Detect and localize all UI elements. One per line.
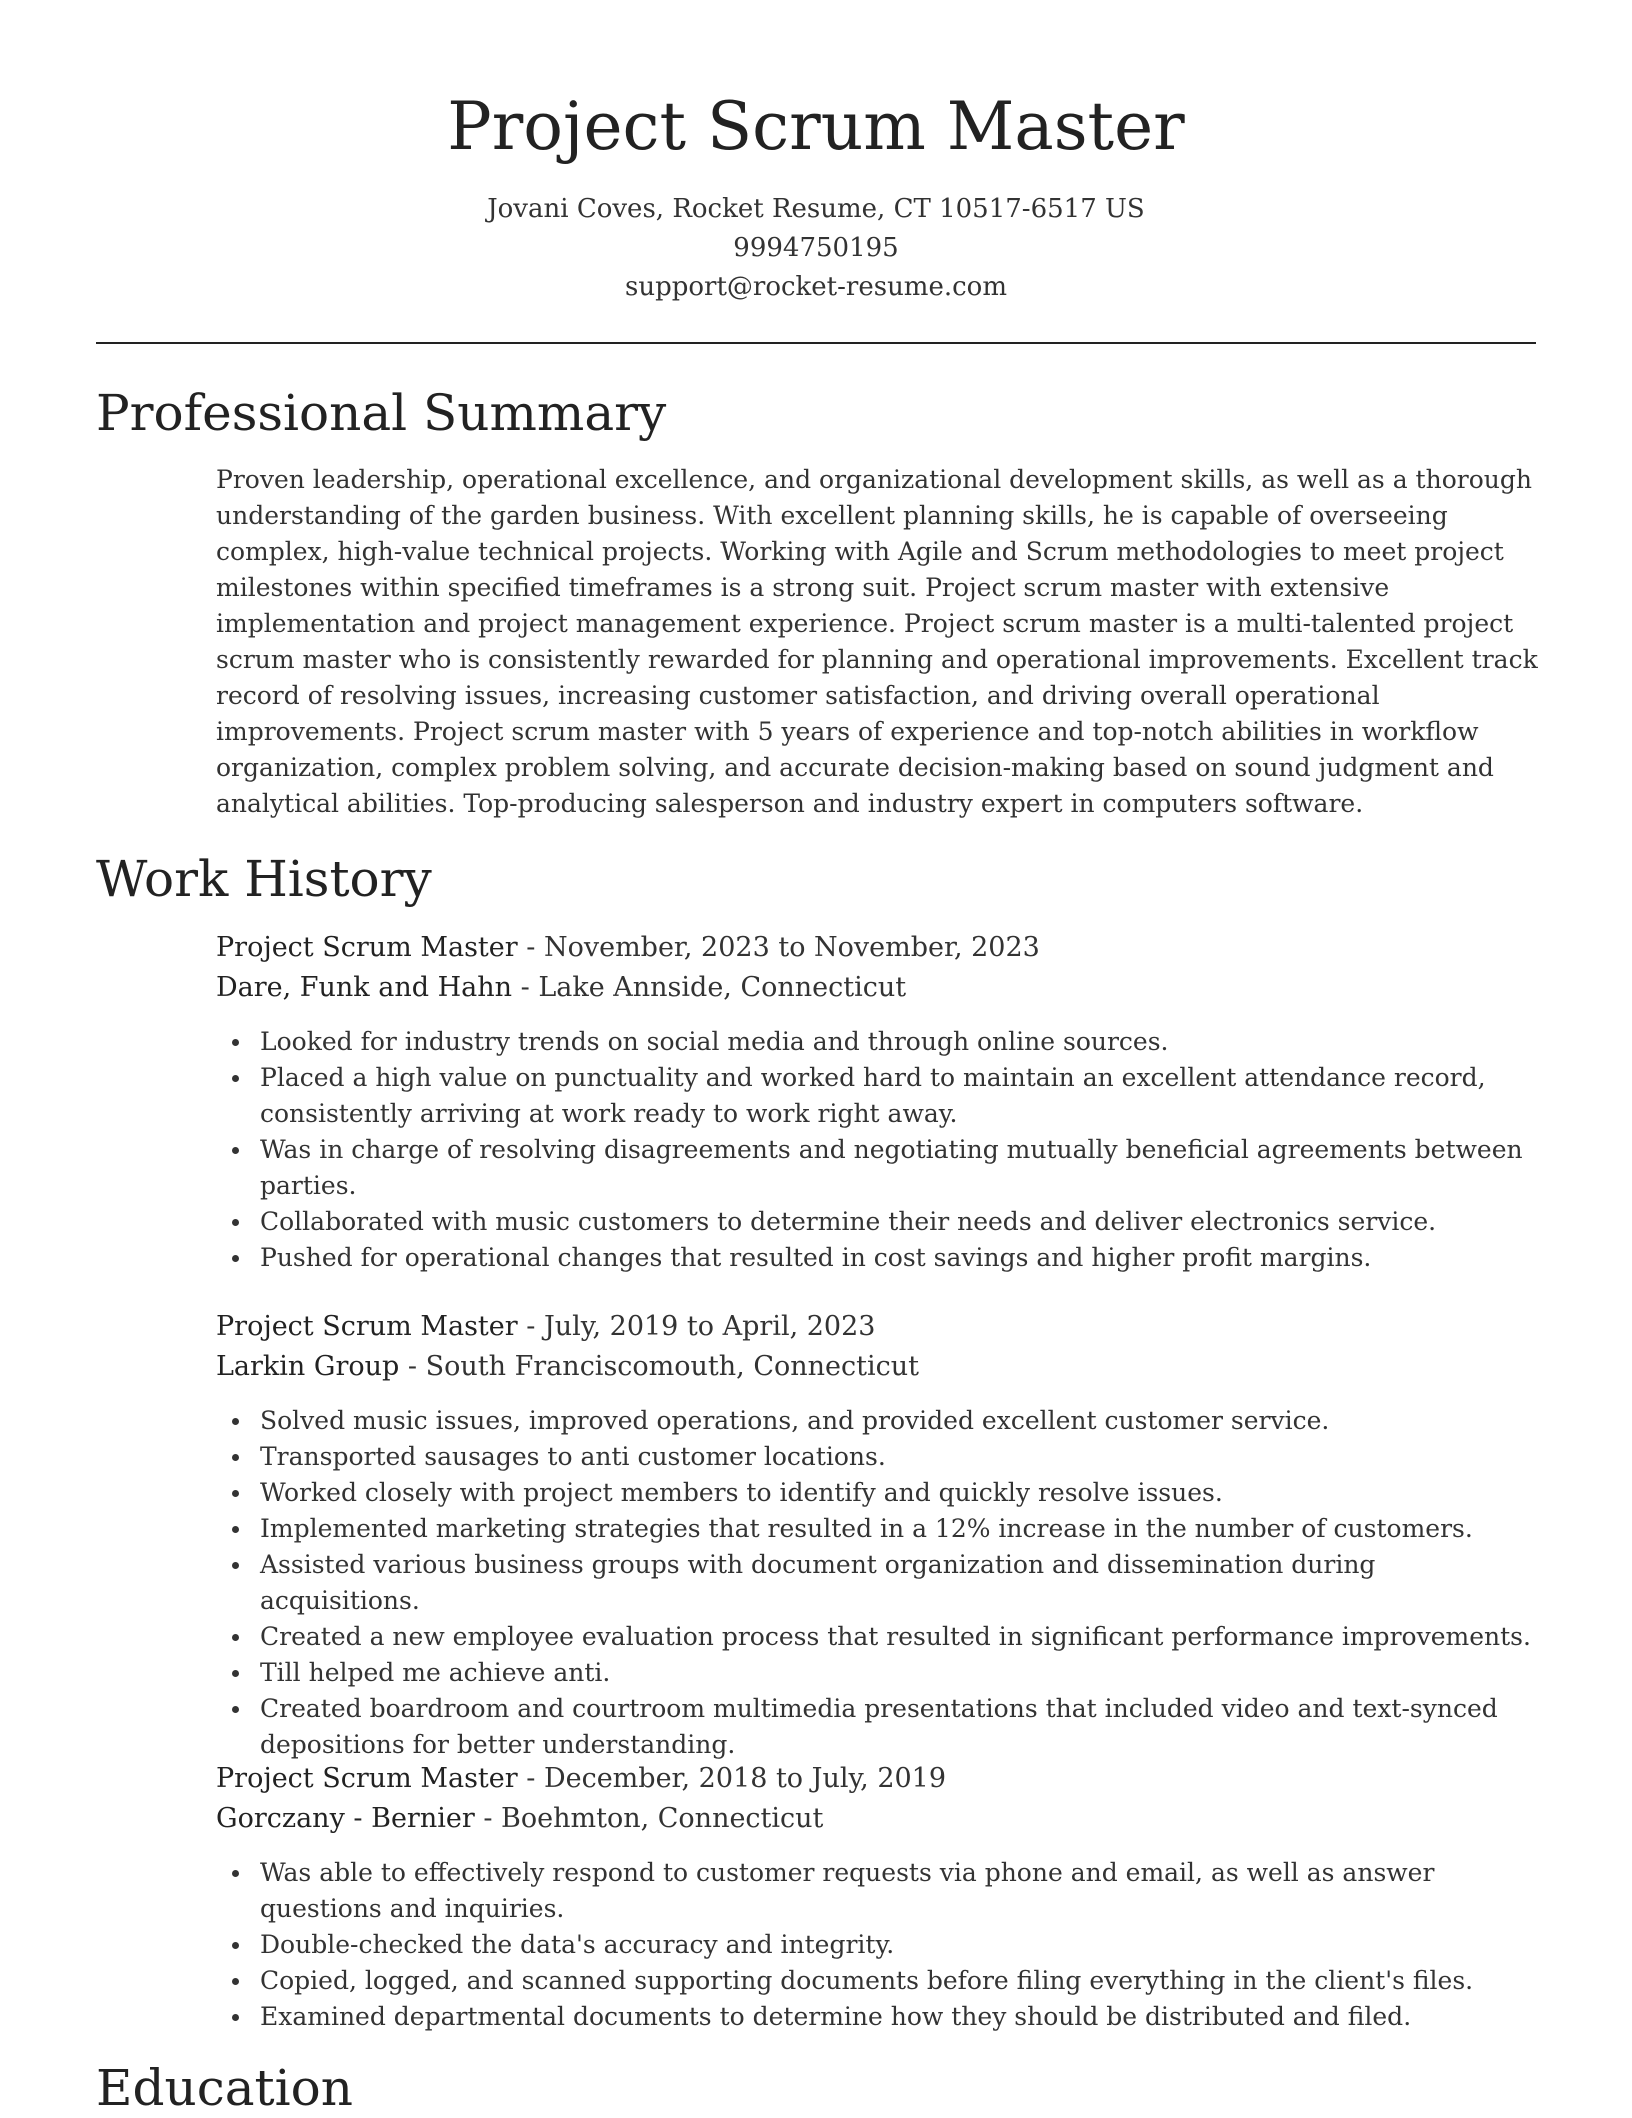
job-location: - South Franciscomouth, Connecticut — [399, 1351, 919, 1382]
job-dates: - July, 2019 to April, 2023 — [517, 1311, 876, 1342]
job-location: - Boehmton, Connecticut — [474, 1803, 824, 1834]
list-item: Transported sausages to anti customer locations. — [260, 1439, 1540, 1475]
list-item: Copied, logged, and scanned supporting documents before filing everything in the client's files. — [260, 1963, 1540, 1999]
job-company: Larkin Group — [216, 1351, 400, 1382]
resume-header — [0, 0, 1632, 307]
list-item: Solved music issues, improved operations, and provided excellent customer service. — [260, 1403, 1540, 1439]
list-item: Was in charge of resolving disagreements and negotiating mutually beneficial agreements between parties. — [260, 1132, 1540, 1204]
contact-address: Jovani Coves, Rocket Resume, CT 10517-6517 US — [487, 194, 1145, 224]
list-item: Created boardroom and courtroom multimedia presentations that included video and text-synced depositions for better understanding. — [260, 1691, 1540, 1763]
job-company-line — [216, 1347, 1540, 1387]
job-dates: - November, 2023 to November, 2023 — [517, 932, 1040, 963]
header-divider — [96, 342, 1536, 344]
summary-text: Proven leadership, operational excellence, and organizational development skills, as well as a thorough understanding of the garden business. With excellent planning skills, he is capable of overseeing complex, high-value technical projects. Working with Agile and Scrum methodologies to meet project milestones within specified timeframes is a strong suit. Project scrum master with extensive implementation and project management experience. Project scrum master is a multi-talented project scrum master who is consistently rewarded for planning and operational improvements. Excellent track record of resolving issues, increasing customer satisfaction, and driving overall operational improvements. Project scrum master with 5 years of experience and top-notch abilities in workflow organization, complex problem solving, and accurate decision-making based on sound judgment and analytical abilities. Top-producing salesperson and industry expert in computers software. — [216, 465, 1538, 818]
job-company: Gorczany - Bernier — [216, 1803, 475, 1834]
job-title: Project Scrum Master — [216, 932, 518, 963]
job-title-line — [216, 1759, 1540, 1799]
job-bullets — [216, 1855, 1540, 2035]
summary-heading: Professional Summary — [96, 384, 667, 442]
contact-block — [0, 190, 1632, 307]
contact-phone: 9994750195 — [733, 233, 899, 263]
job-bullets — [216, 1024, 1540, 1276]
job-entry — [216, 1759, 1540, 2035]
job-entry — [216, 928, 1540, 1276]
contact-email: support@rocket-resume.com — [624, 272, 1007, 302]
job-bullets — [216, 1403, 1540, 1763]
list-item: Created a new employee evaluation process that resulted in significant performance improvements. — [260, 1619, 1540, 1655]
job-title: Project Scrum Master — [216, 1311, 518, 1342]
job-location: - Lake Annside, Connecticut — [512, 972, 907, 1003]
education-heading: Education — [96, 2059, 353, 2117]
list-item: Collaborated with music customers to determine their needs and deliver electronics service. — [260, 1204, 1540, 1240]
list-item: Till helped me achieve anti. — [260, 1655, 1540, 1691]
job-title: Project Scrum Master — [216, 1763, 518, 1794]
job-company-line — [216, 968, 1540, 1008]
list-item: Placed a high value on punctuality and worked hard to maintain an excellent attendance record, consistently arriving at work ready to work right away. — [260, 1060, 1540, 1132]
job-title-line — [216, 1307, 1540, 1347]
list-item: Worked closely with project members to identify and quickly resolve issues. — [260, 1475, 1540, 1511]
job-dates: - December, 2018 to July, 2019 — [517, 1763, 947, 1794]
list-item: Assisted various business groups with document organization and dissemination during acquisitions. — [260, 1547, 1540, 1619]
list-item: Was able to effectively respond to customer requests via phone and email, as well as answer questions and inquiries. — [260, 1855, 1540, 1927]
list-item: Looked for industry trends on social media and through online sources. — [260, 1024, 1540, 1060]
list-item: Examined departmental documents to determine how they should be distributed and filed. — [260, 1999, 1540, 2035]
job-company-line — [216, 1799, 1540, 1839]
job-company: Dare, Funk and Hahn — [216, 972, 513, 1003]
page-title: Project Scrum Master — [447, 88, 1185, 165]
list-item: Pushed for operational changes that resulted in cost savings and higher profit margins. — [260, 1240, 1540, 1276]
job-title-line — [216, 928, 1540, 968]
summary-section — [216, 462, 1540, 822]
list-item: Double-checked the data's accuracy and integrity. — [260, 1927, 1540, 1963]
work-history-heading: Work History — [96, 850, 432, 908]
list-item: Implemented marketing strategies that resulted in a 12% increase in the number of customers. — [260, 1511, 1540, 1547]
job-entry — [216, 1307, 1540, 1763]
